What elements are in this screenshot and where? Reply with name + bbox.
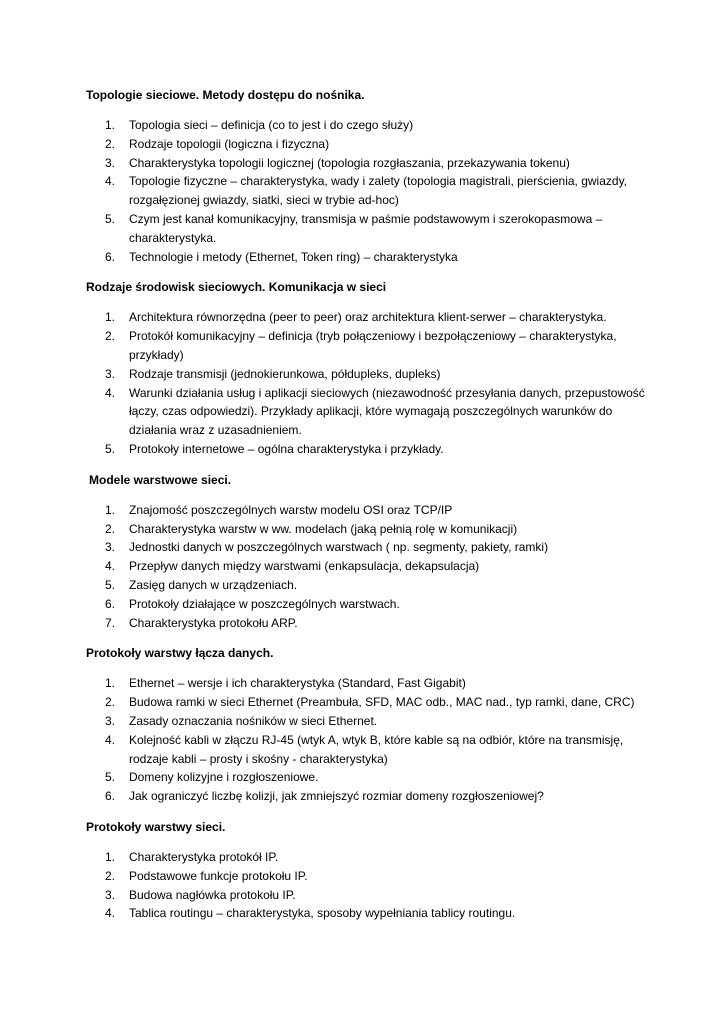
list-item-number: 6. xyxy=(105,789,116,804)
list-item-number: 4. xyxy=(105,732,116,747)
section xyxy=(86,86,646,266)
list-item xyxy=(86,576,646,595)
list-item-text: Charakterystyka protokołu ARP. xyxy=(129,615,298,630)
list-item-number: 6. xyxy=(105,596,116,611)
list-item-number: 1. xyxy=(105,849,116,864)
list-item-number: 1. xyxy=(105,502,116,517)
topic-list xyxy=(86,501,646,633)
section-title: Rodzaje środowisk sieciowych. Komunikacja w sieci xyxy=(86,280,387,295)
list-item xyxy=(86,904,646,923)
topic-list xyxy=(86,308,646,458)
list-item-text: Zasięg danych w urządzeniach. xyxy=(129,577,298,592)
list-item-number: 4. xyxy=(105,174,116,189)
list-item xyxy=(86,614,646,633)
list-item-text: Domeny kolizyjne i rozgłoszeniowe. xyxy=(129,770,319,785)
list-item xyxy=(86,440,646,459)
document-page xyxy=(86,86,646,935)
list-item-number: 5. xyxy=(105,441,116,456)
list-item xyxy=(86,886,646,905)
section-title: Topologie sieciowe. Metody dostępu do nośnika. xyxy=(86,88,365,102)
list-item-text: Charakterystyka protokół IP. xyxy=(129,849,279,864)
list-item-text: Rodzaje topologii (logiczna i fizyczna) xyxy=(129,136,330,151)
list-item xyxy=(86,116,646,135)
list-item xyxy=(86,712,646,731)
list-item xyxy=(86,501,646,520)
list-item-number: 3. xyxy=(105,155,116,170)
list-item-number: 7. xyxy=(105,615,116,630)
list-item-number: 3. xyxy=(105,540,116,555)
list-item xyxy=(86,210,646,248)
list-item xyxy=(86,248,646,267)
list-item-text: Protokoły działające w poszczególnych warstwach. xyxy=(129,596,400,611)
section xyxy=(86,644,646,806)
list-item-text: Technologie i metody (Ethernet, Token ring) – charakterystyka xyxy=(129,249,458,264)
list-item-text: Zasady oznaczania nośników w sieci Ethernet. xyxy=(129,713,378,728)
topic-list xyxy=(86,116,646,266)
list-item-number: 1. xyxy=(105,310,116,325)
list-item xyxy=(86,848,646,867)
list-item-text: Jak ograniczyć liczbę kolizji, jak zmniejszyć rozmiar domeny rozgłoszeniowej? xyxy=(129,789,544,804)
list-item-number: 2. xyxy=(105,329,116,344)
list-item-number: 5. xyxy=(105,211,116,226)
list-item-number: 3. xyxy=(105,887,116,902)
list-item xyxy=(86,768,646,787)
list-item-number: 3. xyxy=(105,713,116,728)
list-item xyxy=(86,172,646,210)
list-item xyxy=(86,308,646,327)
section-title: Protokoły warstwy łącza danych. xyxy=(86,646,274,661)
list-item-number: 1. xyxy=(105,118,116,132)
list-item-text: Protokół komunikacyjny – definicja (tryb połączeniowy i bezpołączeniowy – charakterystyka, przykłady) xyxy=(129,329,617,362)
list-item-number: 1. xyxy=(105,676,116,691)
list-item-text: Kolejność kabli w złączu RJ-45 (wtyk A, wtyk B, które kable są na odbiór, które na transmisję, rodzaje kabli – prosty i skośny - charakterystyka) xyxy=(129,732,624,766)
list-item-number: 3. xyxy=(105,366,116,381)
list-item-number: 5. xyxy=(105,770,116,785)
list-item-number: 6. xyxy=(105,249,116,264)
list-item-text: Budowa ramki w sieci Ethernet (Preambuła, SFD, MAC odb., MAC nad., typ ramki, dane, CRC) xyxy=(129,695,635,710)
list-item-text: Budowa nagłówka protokołu IP. xyxy=(129,887,296,902)
section xyxy=(86,278,646,458)
list-item-text: Charakterystyka topologii logicznej (topologia rozgłaszania, przekazywania tokenu) xyxy=(129,155,570,170)
section xyxy=(86,471,646,633)
list-item xyxy=(86,538,646,557)
list-item xyxy=(86,674,646,693)
list-item-number: 4. xyxy=(105,906,116,921)
list-item-text: Tablica routingu – charakterystyka, sposoby wypełniania tablicy routingu. xyxy=(129,906,516,921)
list-item-text: Architektura równorzędna (peer to peer) oraz architektura klient-serwer – charakterystyka. xyxy=(129,310,607,325)
list-item xyxy=(86,595,646,614)
list-item-number: 4. xyxy=(105,385,116,400)
list-item-text: Topologie fizyczne – charakterystyka, wady i zalety (topologia magistrali, pierścienia, gwiazdy, rozgałęzionej gwiazdy, siatki, sieci w trybie ad-hoc) xyxy=(129,174,628,208)
list-item xyxy=(86,327,646,365)
list-item-number: 2. xyxy=(105,695,116,710)
list-item-text: Przepływ danych między warstwami (enkapsulacja, dekapsulacja) xyxy=(129,559,480,574)
list-item xyxy=(86,365,646,384)
list-item xyxy=(86,787,646,806)
list-item-number: 2. xyxy=(105,521,116,536)
list-item-number: 2. xyxy=(105,136,116,151)
list-item-text: Ethernet – wersje i ich charakterystyka (Standard, Fast Gigabit) xyxy=(129,676,466,691)
list-item xyxy=(86,135,646,154)
list-item-text: Czym jest kanał komunikacyjny, transmisja w paśmie podstawowym i szerokopasmowa – charakterystyka. xyxy=(129,211,603,245)
list-item-text: Znajomość poszczególnych warstw modelu OSI oraz TCP/IP xyxy=(129,502,453,517)
topic-list xyxy=(86,848,646,923)
list-item xyxy=(86,731,646,769)
section-title: Protokoły warstwy sieci. xyxy=(86,819,226,834)
list-item xyxy=(86,520,646,539)
list-item xyxy=(86,154,646,173)
list-item xyxy=(86,693,646,712)
section-title: Modele warstwowe sieci. xyxy=(89,472,232,487)
list-item-text: Rodzaje transmisji (jednokierunkowa, półdupleks, dupleks) xyxy=(129,366,441,381)
list-item xyxy=(86,557,646,576)
list-item-text: Podstawowe funkcje protokołu IP. xyxy=(129,868,308,883)
list-item-number: 5. xyxy=(105,577,116,592)
list-item-text: Jednostki danych w poszczególnych warstwach ( np. segmenty, pakiety, ramki) xyxy=(129,540,549,555)
list-item-text: Charakterystyka warstw w ww. modelach (jaką pełnią rolę w komunikacji) xyxy=(129,521,518,536)
list-item-number: 2. xyxy=(105,868,116,883)
list-item xyxy=(86,384,646,440)
list-item xyxy=(86,867,646,886)
section xyxy=(86,818,646,923)
topic-list xyxy=(86,674,646,806)
list-item-text: Protokoły internetowe – ogólna charakterystyka i przykłady. xyxy=(129,441,444,456)
list-item-text: Warunki działania usług i aplikacji sieciowych (niezawodność przesyłania danych, przepustowość łączy, czas odpowiedzi). Przykłady aplikacji, które wymagają poszczególnych warunków do działania wraz z uzasadnieniem. xyxy=(129,385,645,438)
list-item-number: 4. xyxy=(105,559,116,574)
list-item-text: Topologia sieci – definicja (co to jest i do czego służy) xyxy=(129,118,414,132)
